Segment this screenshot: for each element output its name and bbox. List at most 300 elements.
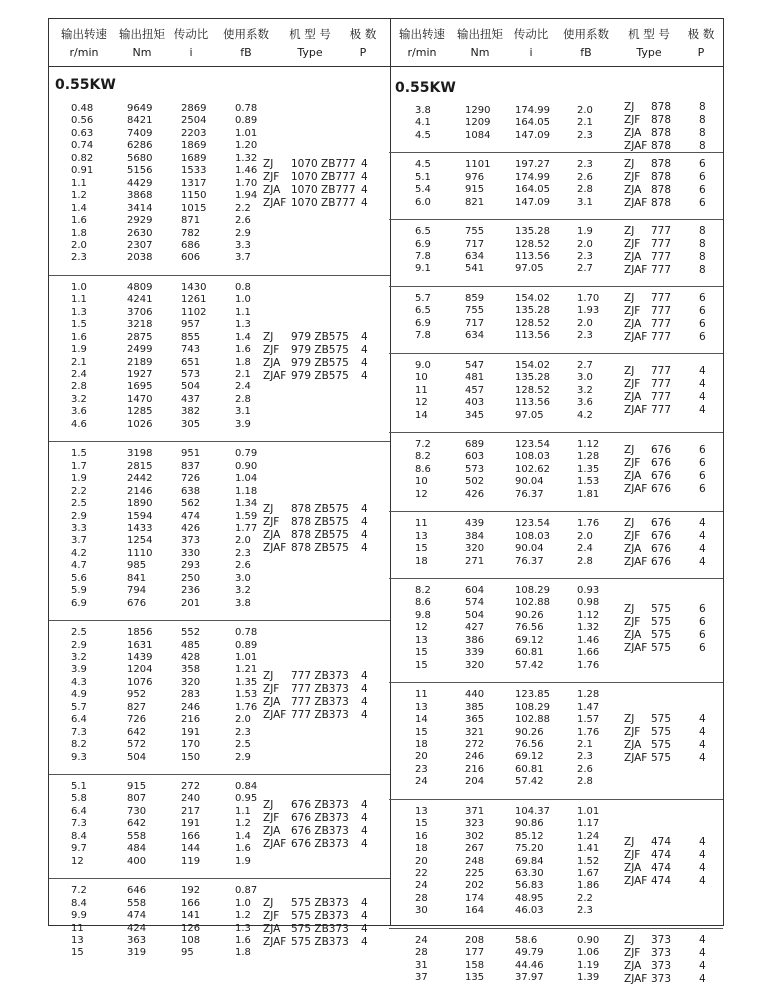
service-factor-cell: 1.67 (577, 868, 600, 880)
pole-count: 6 (699, 291, 706, 304)
ratio-cell: 57.42 (515, 659, 544, 671)
service-factor-cell: 1.01 (577, 805, 600, 817)
model-group (49, 442, 390, 620)
output-speed-cell: 2.5 (71, 498, 87, 510)
output-torque-cell: 363 (127, 934, 147, 946)
service-factor-cell: 0.78 (235, 103, 258, 114)
output-speed-cell: 14 (415, 714, 428, 726)
header-torque-zh: 输出扭矩 (457, 27, 503, 41)
output-speed-cell: 1.9 (71, 344, 87, 356)
model-line (389, 140, 723, 152)
output-torque-cell: 2630 (127, 227, 153, 239)
output-speed-cell: 2.4 (71, 368, 87, 380)
ratio-cell: 743 (181, 344, 201, 356)
output-torque-cell: 755 (465, 305, 485, 317)
ratio-cell: 85.12 (515, 830, 544, 842)
ratio-cell: 90.04 (515, 476, 544, 488)
output-torque-cell: 1209 (465, 117, 491, 129)
output-speed-cell: 10 (415, 372, 428, 384)
model-number: 474 (651, 874, 672, 887)
output-torque-cell: 2929 (127, 215, 153, 227)
table-row (49, 473, 390, 485)
table-row (389, 660, 723, 672)
pole-count: 6 (699, 628, 706, 641)
model-line (389, 875, 723, 887)
model-line (389, 616, 723, 628)
pole-count: 6 (699, 444, 706, 457)
model-group (49, 775, 390, 878)
model-group (389, 153, 723, 219)
model-prefix: ZJF (624, 848, 641, 861)
output-torque-cell: 3198 (127, 448, 153, 460)
output-speed-cell: 2.0 (71, 239, 87, 251)
model-line (389, 470, 723, 482)
output-torque-cell: 642 (127, 818, 147, 830)
ratio-cell: 837 (181, 460, 201, 472)
ratio-cell: 108 (181, 934, 201, 946)
table-row (389, 689, 723, 701)
output-speed-cell: 15 (71, 947, 84, 959)
output-torque-cell: 7409 (127, 127, 153, 139)
output-torque-cell: 320 (465, 659, 485, 671)
output-torque-cell: 177 (465, 947, 485, 959)
ratio-cell: 135.28 (515, 226, 550, 238)
table-row (49, 627, 390, 639)
service-factor-cell: 0.90 (235, 460, 258, 472)
model-prefix: ZJF (624, 171, 641, 184)
model-number: 676 (651, 530, 672, 543)
pole-count: 4 (699, 861, 706, 874)
ratio-cell: 197.27 (515, 159, 550, 171)
output-speed-cell: 5.7 (415, 292, 431, 304)
ratio-cell: 37.97 (515, 972, 544, 984)
model-group (49, 879, 390, 970)
ratio-cell: 246 (181, 701, 201, 713)
output-speed-cell: 24 (415, 776, 428, 788)
ratio-cell: 154.02 (515, 359, 550, 371)
output-speed-cell: 6.9 (415, 238, 431, 250)
model-number: 1070 ZB777 (291, 170, 356, 183)
pole-count: 4 (361, 837, 368, 850)
output-torque-cell: 726 (127, 714, 147, 726)
output-speed-cell: 11 (415, 689, 428, 701)
output-torque-cell: 1084 (465, 129, 491, 141)
model-number: 979 ZB575 (291, 369, 349, 382)
ratio-cell: 113.56 (515, 330, 550, 342)
output-speed-cell: 13 (415, 701, 428, 713)
ratio-cell: 651 (181, 356, 201, 368)
header-ratio-unit: i (189, 46, 193, 59)
ratio-cell: 552 (181, 627, 201, 639)
service-factor-cell: 0.79 (235, 448, 258, 460)
ratio-cell: 638 (181, 485, 201, 497)
model-number: 878 (651, 184, 672, 197)
service-factor-cell: 2.1 (235, 368, 251, 380)
model-group (49, 621, 390, 774)
header-speed-unit: r/min (69, 46, 99, 59)
model-number: 777 (651, 225, 672, 238)
output-speed-cell: 4.5 (415, 129, 431, 141)
output-speed-cell: 14 (415, 409, 428, 421)
model-prefix: ZJAF (624, 556, 648, 569)
model-number: 676 (651, 517, 672, 530)
pole-count: 4 (699, 390, 706, 403)
output-speed-cell: 4.9 (71, 689, 87, 701)
output-speed-cell: 1.5 (71, 448, 87, 460)
model-prefix: ZJAF (263, 196, 287, 209)
ratio-cell: 240 (181, 793, 201, 805)
output-speed-cell: 11 (71, 922, 84, 934)
output-torque-cell: 2442 (127, 473, 153, 485)
model-number: 777 (651, 330, 672, 343)
output-speed-cell: 28 (415, 947, 428, 959)
service-factor-cell: 2.0 (235, 714, 251, 726)
service-factor-cell: 2.0 (577, 530, 593, 542)
service-factor-cell: 2.8 (577, 555, 593, 567)
model-prefix: ZJAF (624, 874, 648, 887)
header-speed-unit: r/min (407, 46, 437, 59)
pole-count: 4 (699, 848, 706, 861)
ratio-cell: 485 (181, 639, 201, 651)
model-group (389, 800, 723, 928)
model-prefix: ZJAF (624, 264, 648, 277)
model-number: 575 (651, 751, 672, 764)
output-speed-cell: 7.2 (415, 439, 431, 450)
output-speed-cell: 1.2 (71, 190, 87, 202)
output-speed-cell: 1.1 (71, 177, 87, 189)
ratio-cell: 108.03 (515, 451, 550, 463)
output-torque-cell: 484 (127, 843, 147, 855)
ratio-cell: 573 (181, 368, 201, 380)
model-line (49, 331, 390, 343)
model-prefix: ZJ (624, 444, 635, 457)
model-prefix: ZJF (624, 238, 641, 251)
ratio-cell: 102.88 (515, 714, 550, 726)
table-row (389, 776, 723, 788)
output-speed-cell: 3.6 (71, 406, 87, 418)
service-factor-cell: 1.8 (235, 947, 251, 959)
service-factor-cell: 1.52 (577, 855, 600, 867)
pole-count: 4 (699, 835, 706, 848)
output-speed-cell: 3.2 (71, 393, 87, 405)
pole-count: 4 (361, 922, 368, 935)
pole-count: 4 (361, 330, 368, 343)
ratio-cell: 147.09 (515, 196, 550, 208)
model-number: 575 (651, 725, 672, 738)
ratio-cell: 250 (181, 572, 201, 584)
output-torque-cell: 1254 (127, 535, 153, 547)
service-factor-cell: 2.3 (235, 547, 251, 559)
output-speed-cell: 3.2 (71, 651, 87, 663)
table-row (389, 702, 723, 714)
header-torque-unit: Nm (132, 46, 152, 59)
output-torque-cell: 246 (465, 751, 485, 763)
ratio-cell: 102.62 (515, 463, 550, 475)
output-speed-cell: 10 (415, 476, 428, 488)
model-line (389, 365, 723, 377)
table-row (49, 307, 390, 319)
ratio-cell: 58.6 (515, 934, 538, 946)
model-prefix: ZJ (624, 712, 635, 725)
model-number: 777 (651, 238, 672, 251)
service-factor-cell: 1.76 (577, 726, 600, 738)
ratio-cell: 1430 (181, 281, 207, 293)
ratio-cell: 126 (181, 922, 201, 934)
output-torque-cell: 1470 (127, 393, 153, 405)
output-torque-cell: 2146 (127, 485, 153, 497)
model-line (389, 225, 723, 237)
model-number: 474 (651, 835, 672, 848)
pole-count: 4 (699, 556, 706, 569)
pole-count: 4 (699, 972, 706, 985)
ratio-cell: 686 (181, 239, 201, 251)
output-torque-cell: 403 (465, 397, 485, 409)
pole-count: 4 (361, 183, 368, 196)
pole-count: 4 (361, 695, 368, 708)
header-poles-unit: P (697, 46, 705, 59)
table-row (389, 818, 723, 830)
service-factor-cell: 3.1 (577, 196, 593, 208)
ratio-cell: 113.56 (515, 251, 550, 263)
model-line (389, 849, 723, 861)
pole-count: 6 (699, 197, 706, 210)
output-speed-cell: 5.4 (415, 184, 431, 196)
pole-count: 8 (699, 127, 706, 139)
model-prefix: ZJA (263, 922, 281, 935)
ratio-cell: 123.54 (515, 518, 550, 530)
service-factor-cell: 1.12 (577, 609, 600, 621)
model-group (389, 220, 723, 286)
service-factor-cell: 1.76 (235, 701, 258, 713)
output-torque-cell: 426 (465, 488, 485, 500)
output-speed-cell: 24 (415, 880, 428, 892)
service-factor-cell: 2.1 (577, 738, 593, 750)
pole-count: 4 (361, 503, 368, 516)
output-speed-cell: 6.4 (71, 714, 87, 726)
service-factor-cell: 1.18 (235, 485, 258, 497)
table-row (49, 140, 390, 152)
output-speed-cell: 4.3 (71, 676, 87, 688)
pole-count: 4 (699, 738, 706, 751)
output-torque-cell: 730 (127, 805, 147, 817)
ratio-cell: 1317 (181, 177, 207, 189)
ratio-cell: 437 (181, 393, 201, 405)
model-number: 777 ZB373 (291, 695, 349, 708)
model-number: 878 (651, 114, 672, 126)
power-rating-left: 0.55KW (55, 77, 116, 93)
output-speed-cell: 9.7 (71, 843, 87, 855)
output-speed-cell: 1.1 (71, 294, 87, 306)
service-factor-cell: 1.06 (577, 947, 600, 959)
model-line (389, 629, 723, 641)
service-factor-cell: 0.90 (577, 934, 600, 946)
model-number: 575 (651, 628, 672, 641)
model-number: 777 (651, 291, 672, 304)
output-speed-cell: 8.2 (415, 451, 431, 463)
ratio-cell: 76.56 (515, 622, 544, 634)
service-factor-cell: 0.89 (235, 639, 258, 651)
pole-count: 8 (699, 264, 706, 277)
header-poles-unit: P (359, 46, 367, 59)
service-factor-cell: 0.93 (577, 585, 600, 597)
model-prefix: ZJF (624, 457, 641, 470)
model-line (389, 404, 723, 416)
pole-count: 4 (699, 751, 706, 764)
ratio-cell: 123.54 (515, 439, 550, 450)
output-torque-cell: 339 (465, 647, 485, 659)
output-torque-cell: 541 (465, 263, 485, 275)
output-torque-cell: 2189 (127, 356, 153, 368)
output-speed-cell: 1.6 (71, 331, 87, 343)
model-line (389, 713, 723, 725)
output-torque-cell: 689 (465, 439, 485, 450)
ratio-cell: 128.52 (515, 317, 550, 329)
output-torque-cell: 502 (465, 476, 485, 488)
output-speed-cell: 1.5 (71, 319, 87, 331)
pole-count: 4 (699, 725, 706, 738)
ratio-cell: 236 (181, 585, 201, 597)
pole-count: 4 (699, 377, 706, 390)
output-speed-cell: 20 (415, 751, 428, 763)
output-speed-cell: 7.8 (415, 330, 431, 342)
table-row (49, 228, 390, 240)
table-row (49, 652, 390, 664)
model-group (389, 354, 723, 432)
model-line (49, 683, 390, 695)
output-torque-cell: 1433 (127, 522, 153, 534)
service-factor-cell: 1.4 (235, 830, 251, 842)
model-prefix: ZJA (263, 529, 281, 542)
model-line (389, 836, 723, 848)
output-torque-cell: 400 (127, 855, 147, 867)
table-row (49, 781, 390, 793)
model-number: 979 ZB575 (291, 356, 349, 369)
output-speed-cell: 6.4 (71, 805, 87, 817)
output-torque-cell: 841 (127, 572, 147, 584)
output-torque-cell: 634 (465, 330, 485, 342)
output-torque-cell: 319 (127, 947, 147, 959)
table-row (49, 103, 390, 115)
table-row (49, 128, 390, 140)
pole-count: 4 (699, 946, 706, 959)
output-torque-cell: 2307 (127, 239, 153, 251)
output-speed-cell: 12 (71, 855, 84, 867)
ratio-cell: 69.12 (515, 751, 544, 763)
table-row (49, 573, 390, 585)
pole-count: 6 (699, 330, 706, 343)
output-speed-cell: 5.8 (71, 793, 87, 805)
ratio-cell: 382 (181, 406, 201, 418)
pole-count: 4 (361, 824, 368, 837)
ratio-cell: 2869 (181, 103, 207, 114)
model-number: 777 ZB373 (291, 669, 349, 682)
output-torque-cell: 216 (465, 763, 485, 775)
output-torque-cell: 1101 (465, 159, 491, 171)
ratio-cell: 1015 (181, 202, 207, 214)
output-speed-cell: 12 (415, 622, 428, 634)
model-group (49, 97, 390, 275)
ratio-cell: 1533 (181, 165, 207, 177)
output-speed-cell: 9.0 (415, 359, 431, 371)
model-group (389, 287, 723, 353)
output-torque-cell: 807 (127, 793, 147, 805)
output-torque-cell: 9649 (127, 103, 153, 114)
model-prefix: ZJAF (624, 483, 648, 496)
model-number: 373 (651, 933, 672, 946)
table-row (49, 885, 390, 897)
model-line (49, 825, 390, 837)
model-number: 676 ZB373 (291, 824, 349, 837)
model-prefix: ZJ (263, 503, 274, 516)
service-factor-cell: 1.2 (235, 910, 251, 922)
service-factor-cell: 2.8 (235, 393, 251, 405)
output-torque-cell: 504 (127, 751, 147, 763)
output-torque-cell: 174 (465, 892, 485, 904)
ratio-cell: 49.79 (515, 947, 544, 959)
output-speed-cell: 2.2 (71, 485, 87, 497)
output-torque-cell: 481 (465, 372, 485, 384)
service-factor-cell: 1.76 (577, 659, 600, 671)
table-row (49, 215, 390, 227)
ratio-cell: 170 (181, 739, 201, 751)
model-prefix: ZJA (624, 738, 642, 751)
ratio-cell: 108.29 (515, 701, 550, 713)
model-line (389, 457, 723, 469)
service-factor-cell: 1.53 (577, 476, 600, 488)
table-row (49, 947, 390, 959)
pole-count: 6 (699, 171, 706, 184)
model-prefix: ZJAF (263, 837, 287, 850)
ratio-cell: 166 (181, 897, 201, 909)
model-line (49, 357, 390, 369)
model-number: 777 (651, 251, 672, 264)
output-speed-cell: 15 (415, 659, 428, 671)
model-number: 676 (651, 444, 672, 457)
output-speed-cell: 5.9 (71, 585, 87, 597)
output-torque-cell: 2815 (127, 460, 153, 472)
header-ratio-unit: i (529, 46, 533, 59)
ratio-cell: 56.83 (515, 880, 544, 892)
header-poles-zh: 极 数 (687, 27, 715, 41)
pole-count: 4 (361, 170, 368, 183)
service-factor-cell: 2.0 (577, 238, 593, 250)
model-line (389, 331, 723, 343)
output-torque-cell: 272 (465, 738, 485, 750)
output-speed-cell: 15 (415, 818, 428, 830)
model-line (389, 305, 723, 317)
output-speed-cell: 0.63 (71, 127, 94, 139)
ratio-cell: 63.30 (515, 868, 544, 880)
output-torque-cell: 558 (127, 897, 147, 909)
output-torque-cell: 676 (127, 597, 147, 609)
output-speed-cell: 3.9 (71, 664, 87, 676)
model-prefix: ZJ (624, 291, 635, 304)
service-factor-cell: 2.1 (577, 117, 593, 129)
service-factor-cell: 2.4 (235, 381, 251, 393)
output-speed-cell: 5.1 (415, 171, 431, 183)
header-poles-zh: 极 数 (349, 27, 377, 41)
ratio-cell: 76.37 (515, 488, 544, 500)
service-factor-cell: 1.01 (235, 651, 258, 663)
model-prefix: ZJF (263, 343, 280, 356)
output-speed-cell: 5.1 (71, 781, 87, 793)
output-speed-cell: 28 (415, 892, 428, 904)
ratio-cell: 216 (181, 714, 201, 726)
output-torque-cell: 474 (127, 910, 147, 922)
output-torque-cell: 440 (465, 689, 485, 701)
model-number: 474 (651, 848, 672, 861)
output-speed-cell: 9.9 (71, 910, 87, 922)
